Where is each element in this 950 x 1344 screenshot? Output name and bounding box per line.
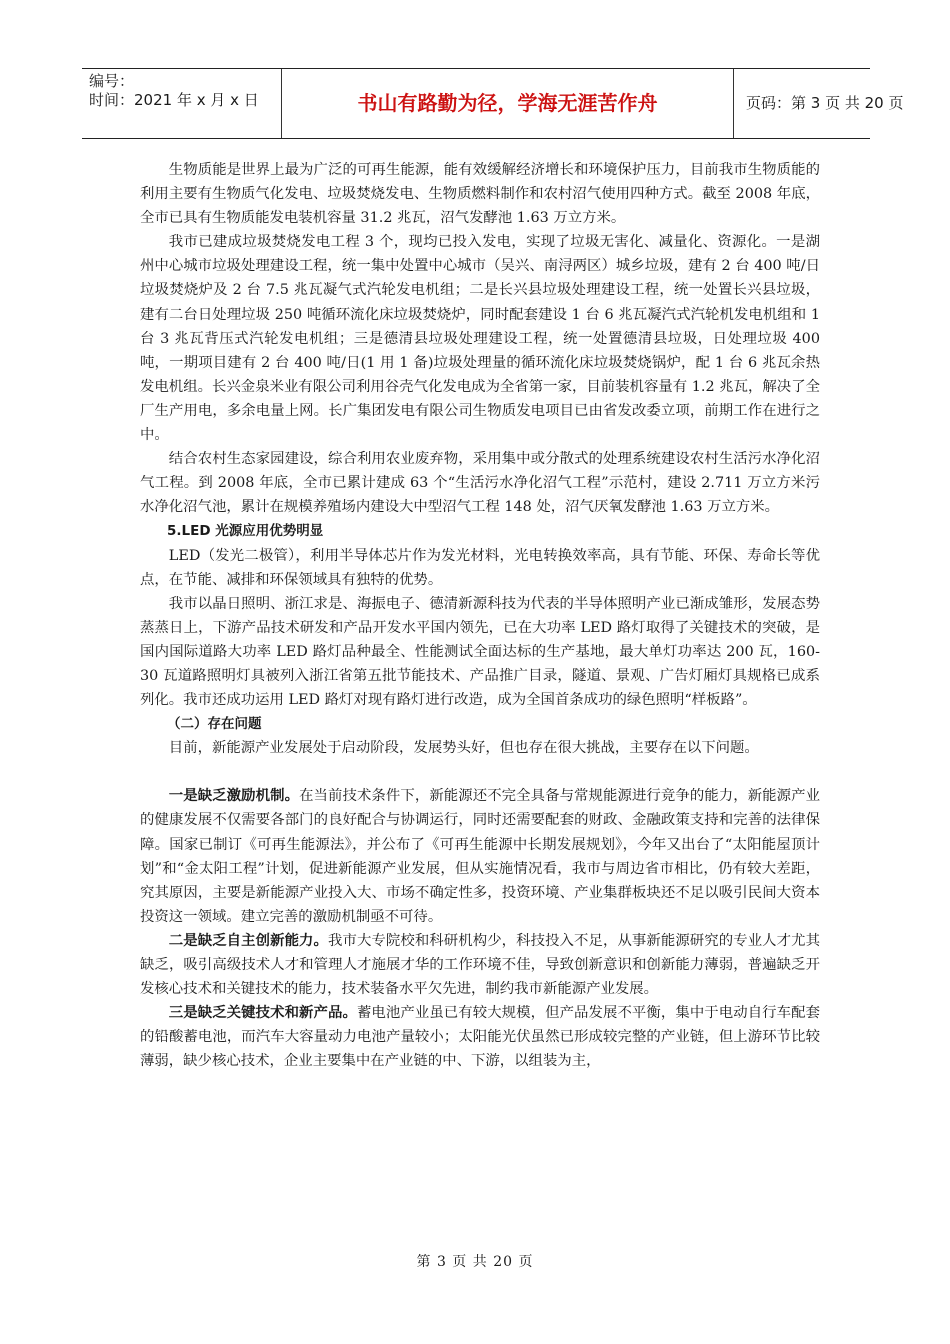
paragraph-problem-1: [140, 784, 820, 929]
paragraph-problem-3: [140, 1001, 820, 1073]
section-heading-led: 5.LED 光源应用优势明显: [167, 523, 324, 540]
header-motto: 书山有路勤为径，学海无涯苦作舟: [282, 69, 734, 138]
problem-2-lead: 二是缺乏自主创新能力。: [168, 932, 328, 949]
paragraph-problem-2: [140, 929, 820, 1001]
paragraph-biomass-intro: 生物质能是世界上最为广泛的可再生能源，能有效缓解经济增长和环境保护压力，目前我市生物质能的利用主要有生物质气化发电、垃圾焚烧发电、生物质燃料制作和农村沼气使用四种方式。截至 2008 年底，全市已具有生物质能发电装机容量 31.2 兆瓦，沼气发酵池 1.63 万立方米。: [140, 162, 820, 227]
problem-1-text: 在当前技术条件下，新能源还不完全具备与常规能源进行竞争的能力，新能源产业的健康发展不仅需要各部门的良好配合与协调运行，同时还需要配套的财政、金融政策支持和完善的法律保障。国家已制订《可再生能源法》，并公布了《可再生能源中长期发展规划》，今年又出台了“太阳能屋顶计划”和“金太阳工程”计划，促进新能源产业发展，但从实施情况看，我市与周边省市相比，仍有较大差距，究其原因，主要是新能源产业投入大、市场不确定性多，投资环境、产业集群板块还不足以吸引民间大资本投资这一领域。建立完善的激励机制亟不可待。: [140, 788, 820, 925]
document-body: [140, 158, 820, 1073]
paragraph-biogas: 结合农村生态家园建设，综合利用农业废弃物，采用集中或分散式的处理系统建设农村生活污水净化沼气工程。到 2008 年底，全市已累计建成 63 个“生活污水净化沼气工程”示范村，建设 2.711 万立方米污水净化沼气池，累计在规模养殖场内建设大中型沼气工程 148 处，沼气厌氧发酵池 1.63 万立方米。: [140, 451, 820, 516]
document-number-label: 编号：: [89, 72, 135, 90]
paragraph-problems-intro: 目前，新能源产业发展处于启动阶段，发展势头好，但也存在很大挑战，主要存在以下问题。: [168, 740, 759, 757]
page-footer: 第 3 页 共 20 页: [416, 1254, 534, 1270]
problem-3-text: 蓄电池产业虽已有较大规模，但产品发展不平衡，集中于电动自行车配套的铅酸蓄电池，而汽车大容量动力电池产量较小；太阳能光伏虽然已形成较完整的产业链，但上游环节比较薄弱，缺少核心技术，企业主要集中在产业链的中、下游，以组装为主，: [140, 1005, 820, 1070]
problem-1-lead: 一是缺乏激励机制。: [168, 788, 300, 805]
page-header: [82, 68, 904, 139]
header-page-info: 页码：第 3 页 共 20 页: [746, 94, 904, 112]
paragraph-waste-incineration: 我市已建成垃圾焚烧发电工程 3 个，现均已投入发电，实现了垃圾无害化、减量化、资源化。一是湖州中心城市垃圾处理建设工程，统一集中处置中心城市（吴兴、南浔两区）城乡垃圾，建有 2 台 400 吨/日垃圾焚烧炉及 2 台 7.5 兆瓦凝气式汽轮发电机组；二是长兴县垃圾处理建设工程，统一处置长兴县垃圾，建有二台日处理垃圾 250 吨循环流化床垃圾焚烧炉，同时配套建设 1 台 6 兆瓦凝汽式汽轮机发电机组和 1 台 3 兆瓦背压式汽轮发电机组；三是德清县垃圾处理建设工程，统一处置德清县垃圾，日处理垃圾 400 吨，一期项目建有 2 台 400 吨/日(1 用 1 备)垃圾处理量的循环流化床垃圾焚烧锅炉，配 1 台 6 兆瓦余热发电机组。长兴金泉米业有限公司利用谷壳气化发电成为全省第一家，目前装机容量有 1.2 兆瓦，解决了全厂生产用电，多余电量上网。长广集团发电有限公司生物质发电项目已由省发改委立项，前期工作在进行之中。: [140, 234, 820, 444]
document-time-label: 时间：2021 年 x 月 x 日: [89, 91, 259, 109]
section-heading-problems: （二）存在问题: [167, 716, 262, 733]
paragraph-led-industry: 我市以晶日照明、浙江求是、海振电子、德清新源科技为代表的半导体照明产业已渐成雏形，发展态势蒸蒸日上，下游产品技术研发和产品开发水平国内领先，已在大功率 LED 路灯取得了关键技术的突破，是国内国际道路大功率 LED 路灯品种最全、性能测试全面达标的生产基地，最大单灯功率达 200 瓦，160-30 瓦道路照明灯具被列入浙江省第五批节能技术、产品推广目录，隧道、景观、广告灯厢灯具规格已成系列化。我市还成功运用 LED 路灯对现有路灯进行改造，成为全国首条成功的绿色照明“样板路”。: [140, 595, 820, 709]
header-meta: [82, 69, 282, 138]
problem-2-text: 我市大专院校和科研机构少，科技投入不足，从事新能源研究的专业人才尤其缺乏，吸引高级技术人才和管理人才施展才华的工作环境不佳，导致创新意识和创新能力薄弱，普遍缺乏开发核心技术和关键技术的能力，技术装备水平欠先进，制约我市新能源产业发展。: [140, 932, 820, 998]
paragraph-led-intro: LED（发光二极管），利用半导体芯片作为发光材料，光电转换效率高，具有节能、环保、寿命长等优点，在节能、减排和环保领域具有独特的优势。: [140, 547, 820, 588]
problem-3-lead: 三是缺乏关键技术和新产品。: [168, 1005, 357, 1022]
